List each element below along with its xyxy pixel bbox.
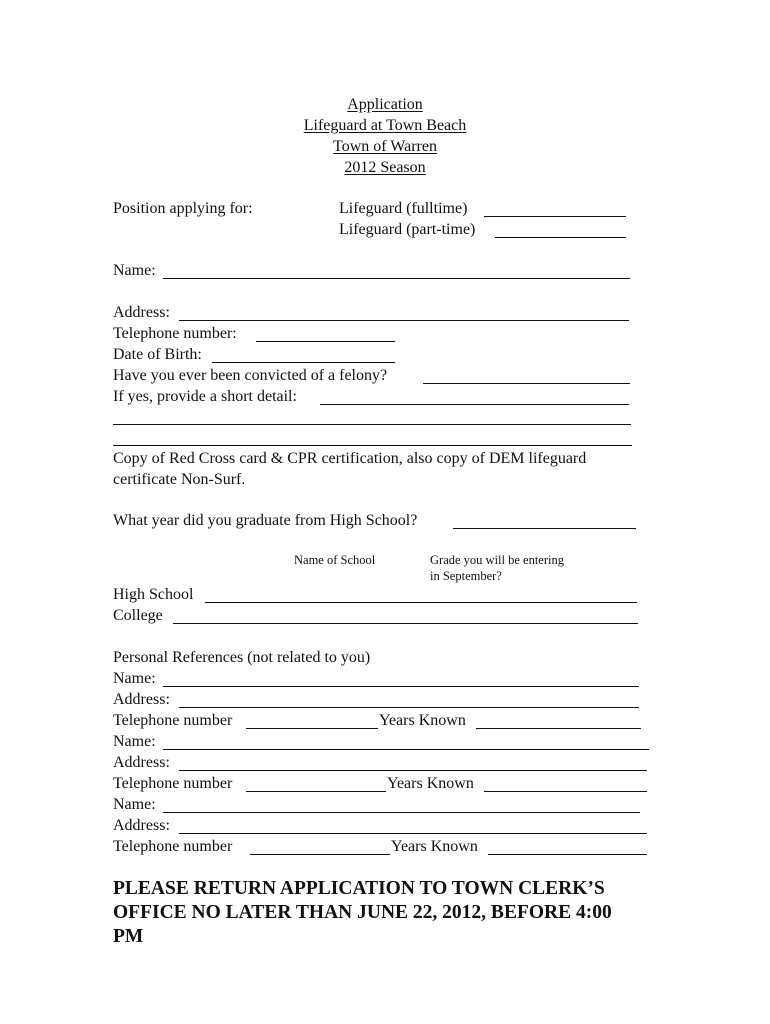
ref1-years-label: Years Known [379, 712, 466, 729]
ref2-name-blank[interactable] [163, 749, 649, 750]
ref1-address-blank[interactable] [179, 707, 639, 708]
season: 2012 Season [344, 159, 426, 176]
ref3-telephone-label: Telephone number [113, 838, 233, 855]
ref2-telephone-label: Telephone number [113, 775, 233, 792]
ref1-telephone-label: Telephone number [113, 712, 233, 729]
ref3-years-blank[interactable] [488, 854, 647, 855]
return-instructions-line-2: OFFICE NO LATER THAN JUNE 22, 2012, BEFORE 4:00 [113, 902, 612, 923]
felony-blank[interactable] [423, 383, 630, 384]
ref2-address-label: Address: [113, 754, 170, 771]
telephone-label: Telephone number: [113, 325, 237, 342]
certification-line-1: Copy of Red Cross card & CPR certification, also copy of DEM lifeguard [113, 450, 587, 467]
school-name-column: Name of School [294, 553, 376, 567]
ref2-name-label: Name: [113, 733, 156, 750]
position-label: Position applying for: [113, 200, 253, 217]
ref1-years-blank[interactable] [476, 728, 641, 729]
dob-label: Date of Birth: [113, 346, 202, 363]
option-parttime-label: Lifeguard (part-time) [339, 221, 476, 238]
address-label: Address: [113, 304, 170, 321]
felony-detail-label: If yes, provide a short detail: [113, 388, 297, 405]
ref1-address-label: Address: [113, 691, 170, 708]
graduation-blank[interactable] [453, 528, 636, 529]
ref3-name-blank[interactable] [163, 812, 640, 813]
ref2-telephone-blank[interactable] [246, 791, 386, 792]
ref3-address-label: Address: [113, 817, 170, 834]
certification-line-2: certificate Non-Surf. [113, 471, 246, 488]
ref1-name-blank[interactable] [163, 686, 639, 687]
ref2-years-blank[interactable] [484, 791, 647, 792]
form-subtitle: Lifeguard at Town Beach [303, 117, 467, 134]
high-school-blank[interactable] [205, 602, 637, 603]
felony-question: Have you ever been convicted of a felony? [113, 367, 388, 384]
ref3-years-label: Years Known [391, 838, 478, 855]
grade-column-line-2: in September? [430, 569, 502, 583]
town-name: Town of Warren [333, 138, 437, 155]
return-instructions-line-3: PM [113, 926, 144, 947]
dob-blank[interactable] [212, 362, 395, 363]
felony-detail-blank[interactable] [320, 404, 629, 405]
return-instructions-line-1: PLEASE RETURN APPLICATION TO TOWN CLERK’S [113, 878, 605, 899]
graduation-question: What year did you graduate from High School? [113, 512, 418, 529]
fulltime-blank[interactable] [484, 216, 626, 217]
form-title: Application [347, 96, 423, 113]
college-blank[interactable] [173, 623, 638, 624]
references-heading: Personal References (not related to you) [113, 649, 371, 666]
ref1-name-label: Name: [113, 670, 156, 687]
ref2-address-blank[interactable] [179, 770, 647, 771]
felony-detail-blank-3[interactable] [113, 445, 632, 446]
ref2-years-label: Years Known [387, 775, 474, 792]
option-fulltime-label: Lifeguard (fulltime) [339, 200, 468, 217]
grade-column-line-1: Grade you will be entering [430, 553, 564, 567]
telephone-blank[interactable] [256, 341, 395, 342]
college-label: College [113, 607, 163, 624]
name-label: Name: [113, 262, 156, 279]
ref3-telephone-blank[interactable] [250, 854, 390, 855]
high-school-label: High School [113, 586, 194, 603]
ref1-telephone-blank[interactable] [246, 728, 378, 729]
return-instructions [113, 877, 673, 949]
ref3-name-label: Name: [113, 796, 156, 813]
address-blank[interactable] [179, 320, 629, 321]
ref3-address-blank[interactable] [179, 833, 647, 834]
name-blank[interactable] [163, 278, 630, 279]
parttime-blank[interactable] [495, 237, 626, 238]
felony-detail-blank-2[interactable] [113, 424, 631, 425]
